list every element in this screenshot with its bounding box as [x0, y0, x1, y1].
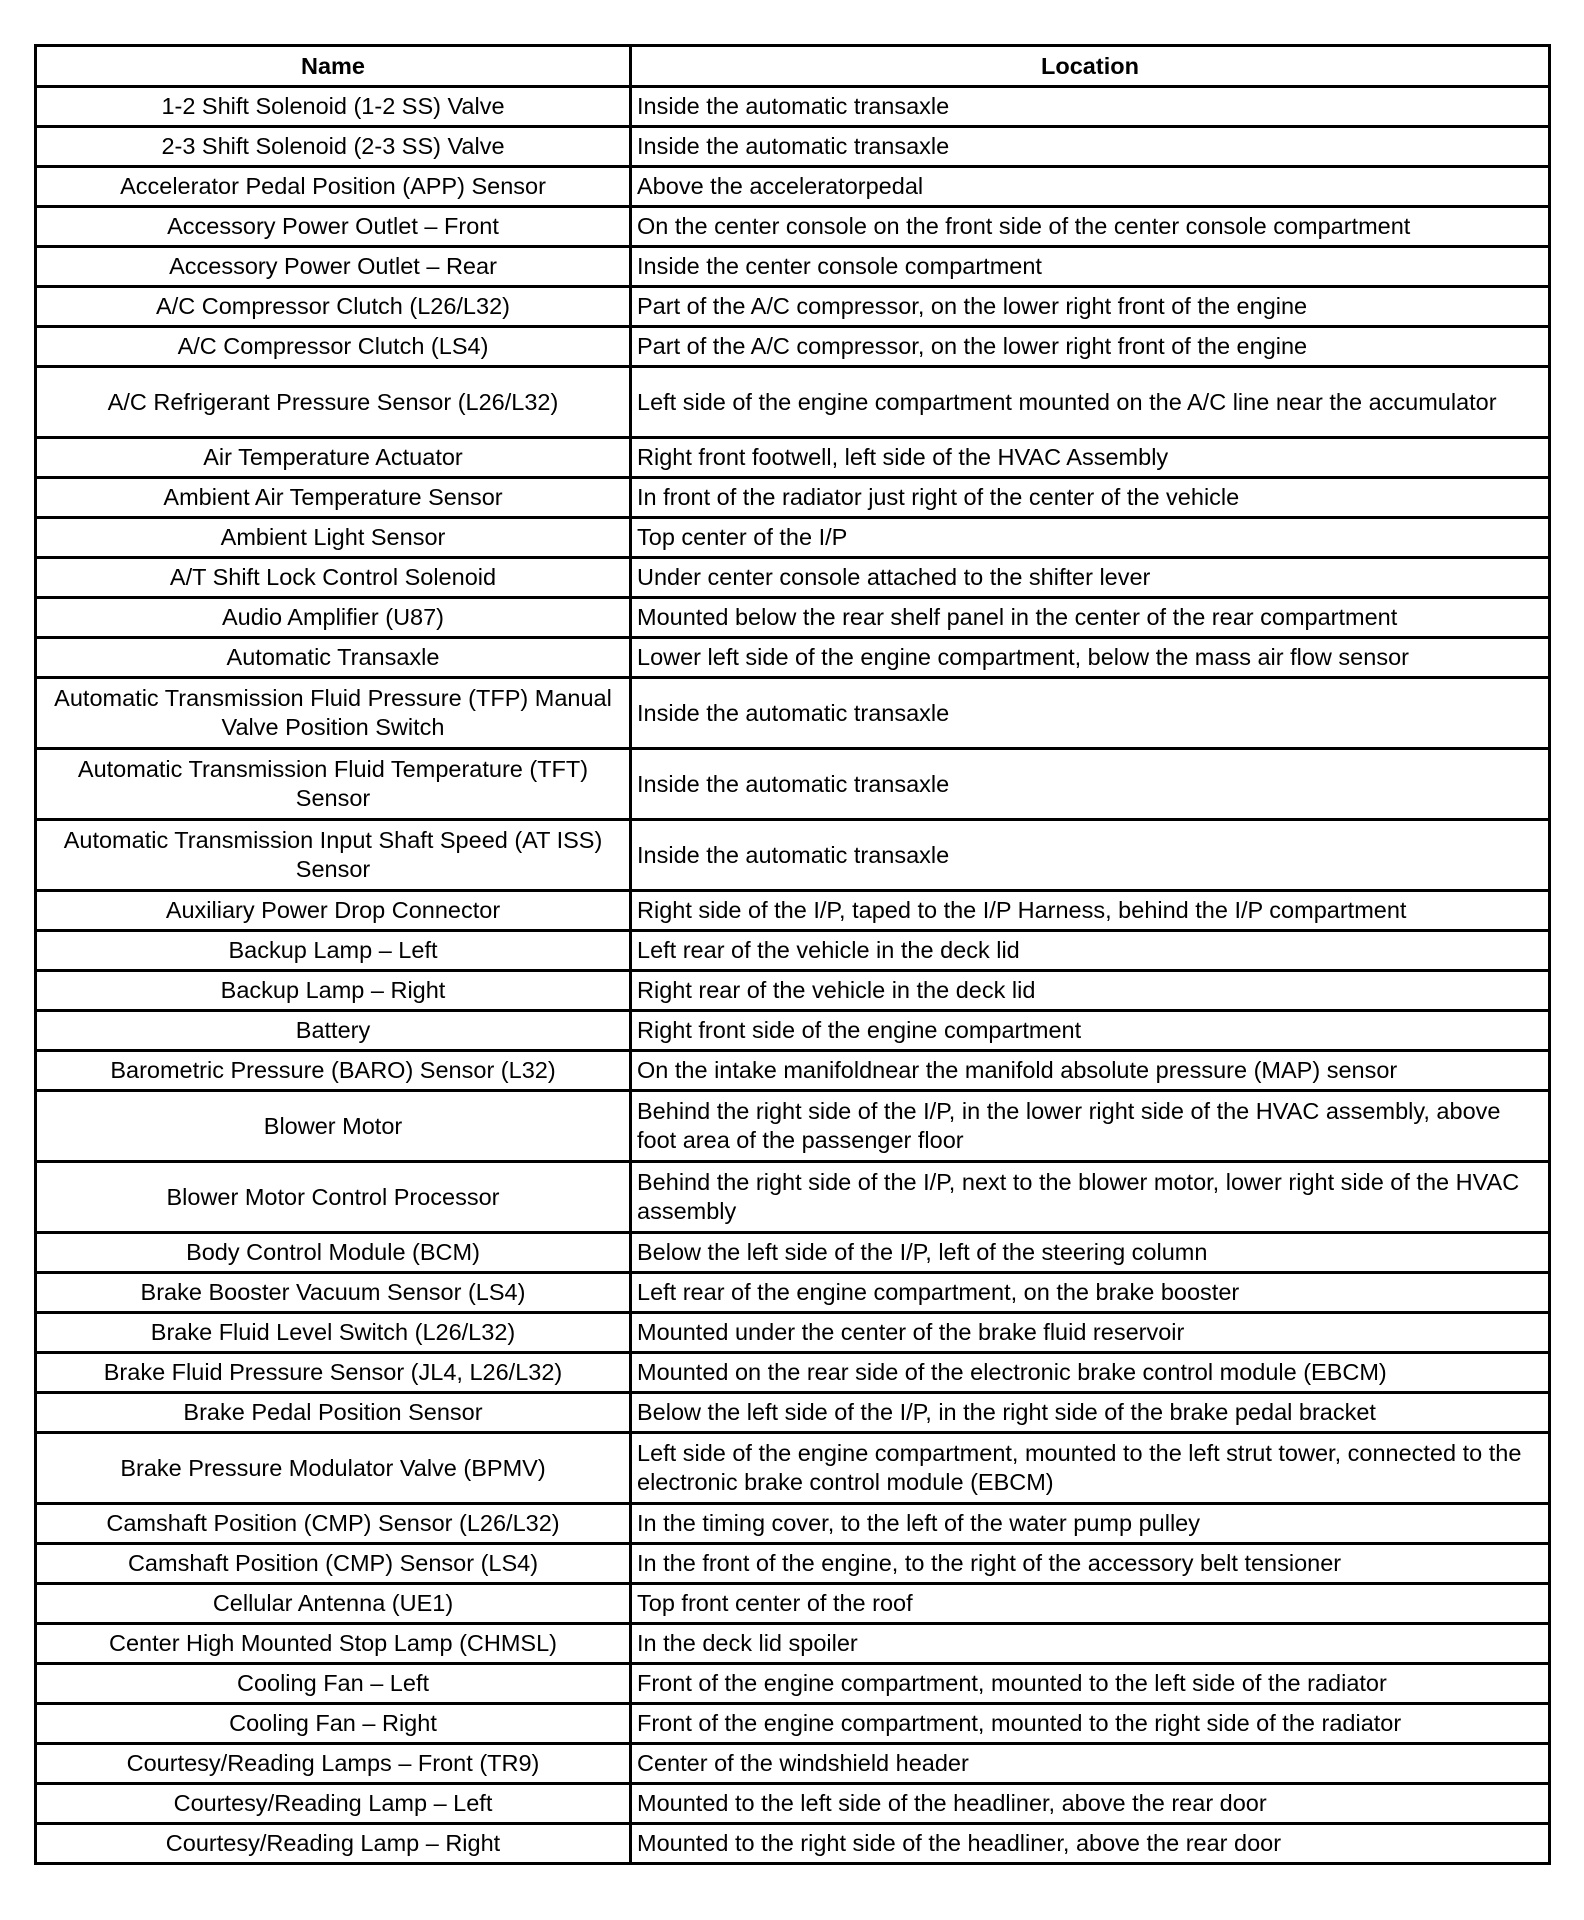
- name-cell: Courtesy/Reading Lamps – Front (TR9): [36, 1744, 631, 1784]
- name-cell: Backup Lamp – Right: [36, 971, 631, 1011]
- table-row: [36, 820, 1550, 891]
- location-cell: Left side of the engine compartment mounted on the A/C line near the accumulator: [631, 367, 1550, 438]
- header-location: Location: [631, 46, 1550, 87]
- name-cell: Barometric Pressure (BARO) Sensor (L32): [36, 1051, 631, 1091]
- table-row: [36, 1433, 1550, 1504]
- table-row: [36, 1051, 1550, 1091]
- name-cell: Blower Motor: [36, 1091, 631, 1162]
- table-row: [36, 167, 1550, 207]
- table-row: [36, 287, 1550, 327]
- name-cell: A/C Compressor Clutch (L26/L32): [36, 287, 631, 327]
- table-row: [36, 598, 1550, 638]
- name-cell: Camshaft Position (CMP) Sensor (L26/L32): [36, 1504, 631, 1544]
- name-cell: A/T Shift Lock Control Solenoid: [36, 558, 631, 598]
- name-cell: Accessory Power Outlet – Front: [36, 207, 631, 247]
- location-cell: Inside the automatic transaxle: [631, 127, 1550, 167]
- location-cell: Top front center of the roof: [631, 1584, 1550, 1624]
- table-row: [36, 1584, 1550, 1624]
- name-cell: Backup Lamp – Left: [36, 931, 631, 971]
- location-cell: Behind the right side of the I/P, next to the blower motor, lower right side of the HVAC assembly: [631, 1162, 1550, 1233]
- name-cell: Center High Mounted Stop Lamp (CHMSL): [36, 1624, 631, 1664]
- location-cell: Left rear of the engine compartment, on the brake booster: [631, 1273, 1550, 1313]
- name-cell: Ambient Light Sensor: [36, 518, 631, 558]
- header-name: Name: [36, 46, 631, 87]
- table-row: [36, 438, 1550, 478]
- name-cell: Air Temperature Actuator: [36, 438, 631, 478]
- location-cell: Behind the right side of the I/P, in the lower right side of the HVAC assembly, above foot area of the passenger floor: [631, 1091, 1550, 1162]
- component-location-table: [34, 44, 1551, 1865]
- location-cell: Right side of the I/P, taped to the I/P Harness, behind the I/P compartment: [631, 891, 1550, 931]
- name-cell: Automatic Transaxle: [36, 638, 631, 678]
- table-row: [36, 1233, 1550, 1273]
- table-row: [36, 1313, 1550, 1353]
- location-cell: Below the left side of the I/P, in the right side of the brake pedal bracket: [631, 1393, 1550, 1433]
- location-cell: Front of the engine compartment, mounted to the right side of the radiator: [631, 1704, 1550, 1744]
- location-cell: Inside the automatic transaxle: [631, 749, 1550, 820]
- table-row: [36, 518, 1550, 558]
- location-cell: Under center console attached to the shifter lever: [631, 558, 1550, 598]
- name-cell: Courtesy/Reading Lamp – Right: [36, 1824, 631, 1864]
- name-cell: Accelerator Pedal Position (APP) Sensor: [36, 167, 631, 207]
- location-cell: Mounted on the rear side of the electronic brake control module (EBCM): [631, 1353, 1550, 1393]
- name-cell: Automatic Transmission Fluid Pressure (TFP) Manual Valve Position Switch: [36, 678, 631, 749]
- name-cell: Cooling Fan – Left: [36, 1664, 631, 1704]
- name-cell: Camshaft Position (CMP) Sensor (LS4): [36, 1544, 631, 1584]
- name-cell: Ambient Air Temperature Sensor: [36, 478, 631, 518]
- location-cell: In the front of the engine, to the right of the accessory belt tensioner: [631, 1544, 1550, 1584]
- table-row: [36, 1162, 1550, 1233]
- table-row: [36, 891, 1550, 931]
- table-row: [36, 1744, 1550, 1784]
- location-cell: In the deck lid spoiler: [631, 1624, 1550, 1664]
- table-row: [36, 327, 1550, 367]
- table-row: [36, 1704, 1550, 1744]
- table-row: [36, 127, 1550, 167]
- location-cell: Center of the windshield header: [631, 1744, 1550, 1784]
- table-body: [36, 87, 1550, 1864]
- name-cell: Audio Amplifier (U87): [36, 598, 631, 638]
- table-row: [36, 1664, 1550, 1704]
- name-cell: Battery: [36, 1011, 631, 1051]
- location-cell: Front of the engine compartment, mounted to the left side of the radiator: [631, 1664, 1550, 1704]
- location-cell: In the timing cover, to the left of the water pump pulley: [631, 1504, 1550, 1544]
- location-cell: Inside the center console compartment: [631, 247, 1550, 287]
- location-cell: Mounted under the center of the brake fluid reservoir: [631, 1313, 1550, 1353]
- location-cell: On the intake manifoldnear the manifold absolute pressure (MAP) sensor: [631, 1051, 1550, 1091]
- table-row: [36, 87, 1550, 127]
- table-row: [36, 1504, 1550, 1544]
- table-row: [36, 1784, 1550, 1824]
- table-row: [36, 1544, 1550, 1584]
- name-cell: A/C Refrigerant Pressure Sensor (L26/L32): [36, 367, 631, 438]
- name-cell: Body Control Module (BCM): [36, 1233, 631, 1273]
- name-cell: Brake Pedal Position Sensor: [36, 1393, 631, 1433]
- table-row: [36, 1091, 1550, 1162]
- component-location-table-wrapper: [34, 44, 1548, 1865]
- name-cell: 1-2 Shift Solenoid (1-2 SS) Valve: [36, 87, 631, 127]
- location-cell: Mounted below the rear shelf panel in the center of the rear compartment: [631, 598, 1550, 638]
- location-cell: Lower left side of the engine compartment, below the mass air flow sensor: [631, 638, 1550, 678]
- table-row: [36, 1393, 1550, 1433]
- location-cell: In front of the radiator just right of the center of the vehicle: [631, 478, 1550, 518]
- location-cell: Part of the A/C compressor, on the lower right front of the engine: [631, 287, 1550, 327]
- location-cell: Top center of the I/P: [631, 518, 1550, 558]
- location-cell: Right front side of the engine compartment: [631, 1011, 1550, 1051]
- location-cell: On the center console on the front side of the center console compartment: [631, 207, 1550, 247]
- location-cell: Inside the automatic transaxle: [631, 87, 1550, 127]
- name-cell: Cellular Antenna (UE1): [36, 1584, 631, 1624]
- table-row: [36, 1353, 1550, 1393]
- name-cell: Brake Pressure Modulator Valve (BPMV): [36, 1433, 631, 1504]
- name-cell: Courtesy/Reading Lamp – Left: [36, 1784, 631, 1824]
- location-cell: Right rear of the vehicle in the deck lid: [631, 971, 1550, 1011]
- name-cell: Brake Fluid Level Switch (L26/L32): [36, 1313, 631, 1353]
- table-row: [36, 971, 1550, 1011]
- table-row: [36, 931, 1550, 971]
- table-row: [36, 558, 1550, 598]
- name-cell: Brake Booster Vacuum Sensor (LS4): [36, 1273, 631, 1313]
- name-cell: 2-3 Shift Solenoid (2-3 SS) Valve: [36, 127, 631, 167]
- location-cell: Left rear of the vehicle in the deck lid: [631, 931, 1550, 971]
- location-cell: Inside the automatic transaxle: [631, 678, 1550, 749]
- table-row: [36, 678, 1550, 749]
- name-cell: Cooling Fan – Right: [36, 1704, 631, 1744]
- location-cell: Mounted to the left side of the headliner, above the rear door: [631, 1784, 1550, 1824]
- location-cell: Above the acceleratorpedal: [631, 167, 1550, 207]
- name-cell: Automatic Transmission Input Shaft Speed (AT ISS) Sensor: [36, 820, 631, 891]
- name-cell: Automatic Transmission Fluid Temperature (TFT) Sensor: [36, 749, 631, 820]
- name-cell: Brake Fluid Pressure Sensor (JL4, L26/L32): [36, 1353, 631, 1393]
- table-row: [36, 367, 1550, 438]
- table-row: [36, 478, 1550, 518]
- name-cell: Auxiliary Power Drop Connector: [36, 891, 631, 931]
- table-row: [36, 749, 1550, 820]
- name-cell: A/C Compressor Clutch (LS4): [36, 327, 631, 367]
- location-cell: Mounted to the right side of the headliner, above the rear door: [631, 1824, 1550, 1864]
- name-cell: Accessory Power Outlet – Rear: [36, 247, 631, 287]
- location-cell: Below the left side of the I/P, left of the steering column: [631, 1233, 1550, 1273]
- table-row: [36, 1824, 1550, 1864]
- table-row: [36, 638, 1550, 678]
- table-row: [36, 207, 1550, 247]
- location-cell: Right front footwell, left side of the HVAC Assembly: [631, 438, 1550, 478]
- table-row: [36, 1011, 1550, 1051]
- name-cell: Blower Motor Control Processor: [36, 1162, 631, 1233]
- location-cell: Inside the automatic transaxle: [631, 820, 1550, 891]
- table-row: [36, 247, 1550, 287]
- header-row: [36, 46, 1550, 87]
- table-row: [36, 1273, 1550, 1313]
- table-row: [36, 1624, 1550, 1664]
- location-cell: Left side of the engine compartment, mounted to the left strut tower, connected to the electronic brake control module (EBCM): [631, 1433, 1550, 1504]
- location-cell: Part of the A/C compressor, on the lower right front of the engine: [631, 327, 1550, 367]
